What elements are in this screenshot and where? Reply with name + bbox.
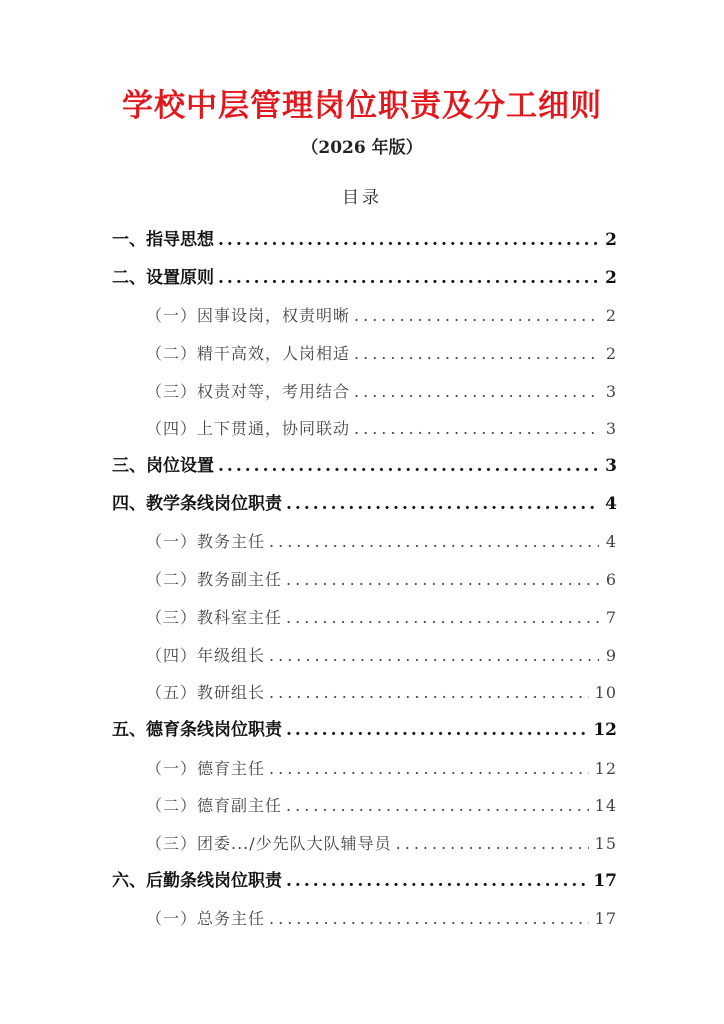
toc-entry[interactable] <box>112 260 617 298</box>
toc-entry[interactable] <box>112 712 617 750</box>
toc-entry-label: （五）教研组长 <box>146 683 266 703</box>
toc-entry-page-number: 17 <box>594 909 617 929</box>
toc-entry-label: 三、岗位设置 <box>112 456 214 477</box>
toc-entry-page-number: 3 <box>605 456 617 477</box>
toc-entry[interactable] <box>112 787 617 825</box>
toc-entry-label: （一）因事设岗，权责明晰 <box>146 306 351 326</box>
toc-dot-leader <box>286 561 599 599</box>
toc-entry-page-number: 17 <box>593 870 617 891</box>
toc-entry-page-number: 3 <box>605 381 617 401</box>
toc-entry[interactable] <box>112 599 617 637</box>
toc-entry-page-number: 3 <box>605 419 617 439</box>
toc-entry-label: 一、指导思想 <box>112 229 214 250</box>
toc-entry-page-number: 2 <box>605 344 617 364</box>
toc-heading: 目录 <box>342 188 382 208</box>
toc-entry-label: （四）年级组长 <box>146 645 266 665</box>
toc-dot-leader <box>354 335 599 373</box>
toc-entry[interactable] <box>112 222 617 260</box>
toc-entry-page-number: 12 <box>593 719 617 740</box>
toc-entry-label: （一）德育主任 <box>146 758 266 778</box>
toc-dot-leader <box>396 825 589 863</box>
toc-entry-page-number: 12 <box>594 758 617 778</box>
toc-dot-leader <box>354 373 599 411</box>
toc-entry[interactable] <box>112 900 617 938</box>
toc-entry-page-number: 14 <box>594 796 617 816</box>
toc-entry[interactable] <box>112 524 617 562</box>
toc-dot-leader <box>269 900 589 938</box>
toc-dot-leader <box>286 712 587 750</box>
toc-entry[interactable] <box>112 863 617 901</box>
toc-entry-label: （二）教务副主任 <box>146 570 283 590</box>
toc-entry-label: （三）团委.../少先队大队辅导员 <box>146 833 392 853</box>
toc-entry-label: 二、设置原则 <box>112 267 214 288</box>
toc-entry-page-number: 2 <box>605 306 617 326</box>
toc-entry[interactable] <box>112 297 617 335</box>
toc-entry-page-number: 4 <box>605 493 617 514</box>
toc-entry[interactable] <box>112 410 617 448</box>
toc-dot-leader <box>354 297 599 335</box>
toc-entry-page-number: 2 <box>605 267 617 288</box>
toc-dot-leader <box>269 524 599 562</box>
toc-entry[interactable] <box>112 448 617 486</box>
toc-dot-leader <box>286 787 589 825</box>
toc-entry[interactable] <box>112 825 617 863</box>
toc-dot-leader <box>218 222 599 260</box>
toc-entry-page-number: 4 <box>605 532 617 552</box>
toc-entry[interactable] <box>112 674 617 712</box>
toc-entry-page-number: 7 <box>605 607 617 627</box>
toc-dot-leader <box>269 750 589 788</box>
toc-entry[interactable] <box>112 561 617 599</box>
toc-entry[interactable] <box>112 486 617 524</box>
toc-dot-leader <box>286 863 587 901</box>
toc-dot-leader <box>286 599 599 637</box>
document-edition: （2026 年版） <box>301 138 423 158</box>
toc-entry-label: （四）上下贯通，协同联动 <box>146 419 351 439</box>
toc-entry-page-number: 2 <box>605 229 617 250</box>
toc-entry-label: （一）教务主任 <box>146 532 266 552</box>
toc-entry-label: （三）教科室主任 <box>146 607 283 627</box>
toc-entry[interactable] <box>112 373 617 411</box>
toc-dot-leader <box>269 637 599 675</box>
toc-entry-label: （二）精干高效，人岗相适 <box>146 344 351 364</box>
toc-entry-page-number: 9 <box>605 645 617 665</box>
toc-dot-leader <box>218 448 599 486</box>
toc-dot-leader <box>354 410 599 448</box>
toc-entry-label: 四、教学条线岗位职责 <box>112 493 282 514</box>
toc-dot-leader <box>269 674 589 712</box>
toc-dot-leader <box>286 486 599 524</box>
toc-entry-label: （二）德育副主任 <box>146 796 283 816</box>
toc-entry-page-number: 10 <box>594 683 617 703</box>
toc-entry[interactable] <box>112 335 617 373</box>
toc-entry[interactable] <box>112 637 617 675</box>
toc-entry[interactable] <box>112 750 617 788</box>
toc-entry-page-number: 6 <box>605 570 617 590</box>
table-of-contents <box>112 222 617 938</box>
toc-entry-label: （三）权责对等，考用结合 <box>146 381 351 401</box>
document-title: 学校中层管理岗位职责及分工细则 <box>122 88 602 124</box>
toc-dot-leader <box>218 260 599 298</box>
toc-entry-page-number: 15 <box>594 833 617 853</box>
toc-entry-label: （一）总务主任 <box>146 909 266 929</box>
toc-entry-label: 五、德育条线岗位职责 <box>112 719 282 740</box>
toc-entry-label: 六、后勤条线岗位职责 <box>112 870 282 891</box>
